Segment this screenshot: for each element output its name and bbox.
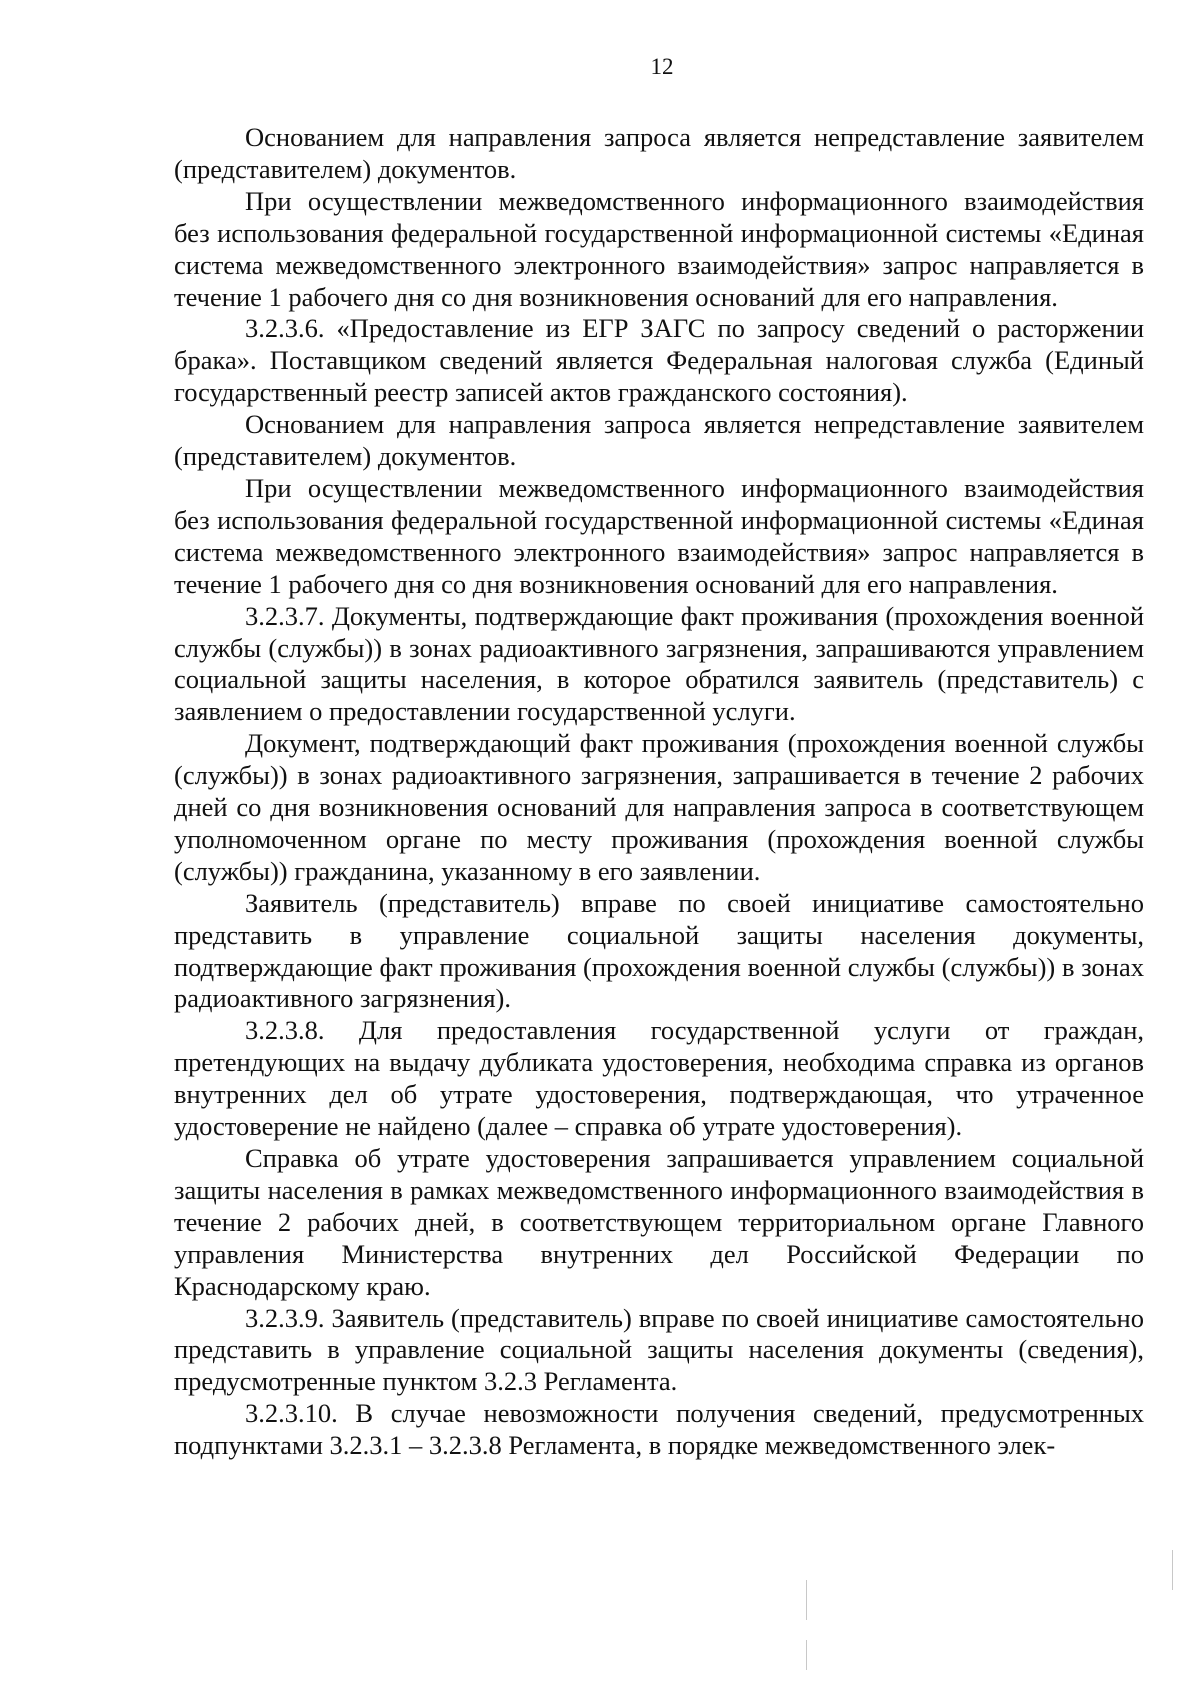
scan-artifact-line <box>806 1580 807 1620</box>
paragraph: 3.2.3.9. Заявитель (представитель) вправе по своей инициативе самостоятельно представить в управление социальной защиты населения документы (сведения), предусмотренные пунктом 3.2.3 Регламента. <box>174 1302 1144 1397</box>
scan-artifact-line <box>806 1640 807 1670</box>
paragraph: 3.2.3.10. В случае невозможности получения сведений, предусмотренных подпунктами 3.2.3.1 – 3.2.3.8 Регламента, в порядке межведомственного элек- <box>174 1398 1144 1461</box>
paragraph: Документ, подтверждающий факт проживания (прохождения военной службы (службы)) в зонах радиоактивного загрязнения, запрашивается в течение 2 рабочих дней со дня возникновения оснований для направления запроса в соответствующем уполномоченном органе по месту проживания (прохождения военной службы (службы)) гражданина, указанному в его заявлении. <box>174 728 1144 886</box>
paragraph: 3.2.3.6. «Предоставление из ЕГР ЗАГС по запросу сведений о расторжении брака». Поставщиком сведений является Федеральная налоговая служба (Единый государственный реестр записей актов гражданского состояния). <box>174 313 1144 408</box>
paragraph: Основанием для направления запроса является непредставление заявителем (представителем) документов. <box>174 409 1144 472</box>
paragraph: Заявитель (представитель) вправе по своей инициативе самостоятельно представить в управление социальной защиты населения документы, подтверждающие факт проживания (прохождения военной службы (службы)) в зонах радиоактивного загрязнения). <box>174 887 1144 1014</box>
page-number: 12 <box>650 54 674 79</box>
paragraph: Справка об утрате удостоверения запрашивается управлением социальной защиты населения в рамках межведомственного информационного взаимодействия в течение 2 рабочих дней, в соответствующем территориальном органе Главного управления Министерства внутренних дел Российской Федерации по Краснодарскому краю. <box>174 1143 1144 1301</box>
scan-artifact-line <box>1172 1550 1173 1590</box>
paragraph: 3.2.3.8. Для предоставления государственной услуги от граждан, претендующих на выдачу дубликата удостоверения, необходима справка из органов внутренних дел об утрате удостоверения, подтверждающая, что утраченное удостоверение не найдено (далее – справка об утрате удостоверения). <box>174 1015 1144 1142</box>
paragraph: Основанием для направления запроса является непредставление заявителем (представителем) документов. <box>174 122 1144 184</box>
body-text <box>174 122 1144 1462</box>
paragraph: 3.2.3.7. Документы, подтверждающие факт проживания (прохождения военной службы (службы)) в зонах радиоактивного загрязнения, запрашиваются управлением социальной защиты населения, в которое обратился заявитель (представитель) с заявлением о предоставлении государственной услуги. <box>174 600 1144 727</box>
paragraph: При осуществлении межведомственного информационного взаимодействия без использования федеральной государственной информационной системы «Единая система межведомственного электронного взаимодействия» запрос направляется в течение 1 рабочего дня со дня возникновения оснований для его направления. <box>174 185 1144 312</box>
paragraph: При осуществлении межведомственного информационного взаимодействия без использования федеральной государственной информационной системы «Единая система межведомственного электронного взаимодействия» запрос направляется в течение 1 рабочего дня со дня возникновения оснований для его направления. <box>174 472 1144 599</box>
